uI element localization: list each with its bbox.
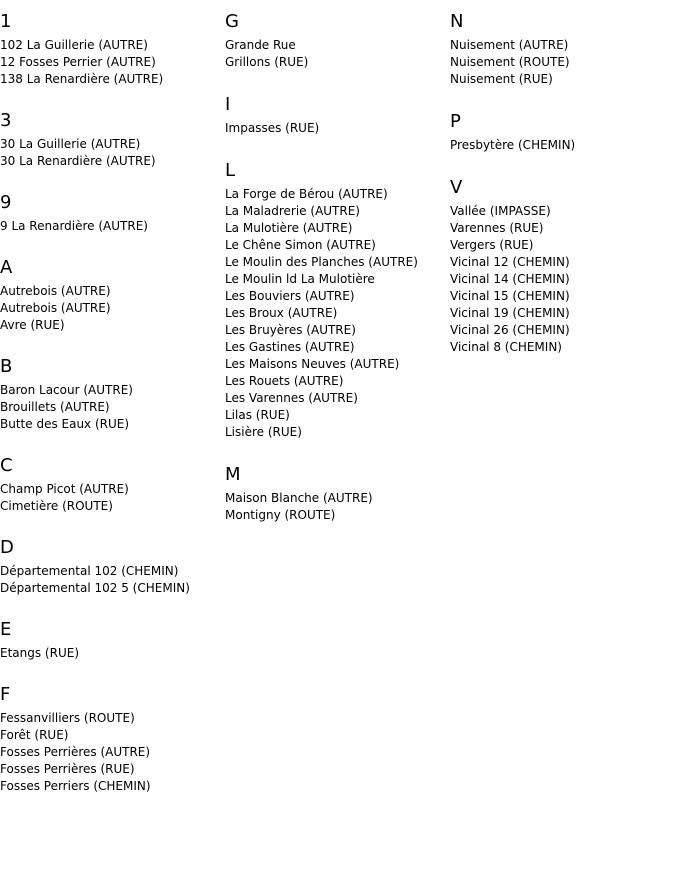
section-letter-heading: P	[450, 111, 461, 132]
street-entry: 9 La Renardière (AUTRE)	[0, 219, 148, 233]
street-entry: Autrebois (AUTRE)	[0, 284, 111, 298]
street-entry: Presbytère (CHEMIN)	[450, 138, 576, 152]
street-entry: Lilas (RUE)	[225, 408, 290, 422]
street-entry: Grande Rue	[225, 38, 296, 52]
entry-list	[0, 563, 225, 597]
entry-list	[225, 37, 450, 71]
street-entry: Nuisement (ROUTE)	[450, 55, 570, 69]
street-entry: Vicinal 26 (CHEMIN)	[450, 323, 570, 337]
street-entry: 30 La Renardière (AUTRE)	[0, 154, 156, 168]
section-letter-heading: F	[0, 684, 11, 705]
section-letter-heading: G	[225, 11, 239, 32]
street-entry: Lisière (RUE)	[225, 425, 302, 439]
section-letter-heading: L	[225, 160, 236, 181]
street-entry: Forêt (RUE)	[0, 728, 69, 742]
street-entry: La Maladrerie (AUTRE)	[225, 204, 360, 218]
street-entry: Varennes (RUE)	[450, 221, 544, 235]
letter-section	[0, 106, 225, 170]
letter-section	[0, 253, 225, 334]
index-column	[0, 0, 225, 813]
section-letter-heading: 1	[0, 11, 12, 32]
entry-list	[0, 136, 225, 170]
entry-list	[450, 137, 675, 154]
section-letter-heading: M	[225, 464, 241, 485]
street-entry: 30 La Guillerie (AUTRE)	[0, 137, 141, 151]
section-letter-heading: 3	[0, 110, 12, 131]
street-entry: Montigny (ROUTE)	[225, 508, 336, 522]
street-entry: Les Bruyères (AUTRE)	[225, 323, 356, 337]
entry-list	[225, 120, 450, 137]
street-entry: Les Maisons Neuves (AUTRE)	[225, 357, 400, 371]
street-entry: Le Chêne Simon (AUTRE)	[225, 238, 376, 252]
street-entry: Vallée (IMPASSE)	[450, 204, 551, 218]
street-entry: Autrebois (AUTRE)	[0, 301, 111, 315]
index-column	[450, 0, 675, 375]
street-entry: Vicinal 14 (CHEMIN)	[450, 272, 570, 286]
street-entry: Fosses Perriers (CHEMIN)	[0, 779, 151, 793]
letter-section	[225, 7, 450, 71]
street-entry: Départemental 102 (CHEMIN)	[0, 564, 179, 578]
street-entry: Départemental 102 5 (CHEMIN)	[0, 581, 190, 595]
street-entry: Avre (RUE)	[0, 318, 65, 332]
street-entry: Les Bouviers (AUTRE)	[225, 289, 355, 303]
letter-section	[0, 533, 225, 597]
section-letter-heading: B	[0, 356, 13, 377]
entry-list	[225, 490, 450, 524]
entry-list	[450, 203, 675, 356]
section-letter-heading: A	[0, 257, 13, 278]
street-entry: Nuisement (RUE)	[450, 72, 553, 86]
street-entry: Le Moulin ld La Mulotière	[225, 272, 375, 286]
letter-section	[0, 615, 225, 662]
street-entry: Fessanvilliers (ROUTE)	[0, 711, 135, 725]
street-entry: Etangs (RUE)	[0, 646, 79, 660]
street-entry: Fosses Perrières (AUTRE)	[0, 745, 151, 759]
street-entry: Champ Picot (AUTRE)	[0, 482, 129, 496]
street-entry: Vicinal 19 (CHEMIN)	[450, 306, 570, 320]
index-column	[225, 0, 450, 543]
street-entry: Les Rouets (AUTRE)	[225, 374, 344, 388]
section-letter-heading: C	[0, 455, 13, 476]
entry-list	[450, 37, 675, 88]
street-entry: 102 La Guillerie (AUTRE)	[0, 38, 148, 52]
entry-list	[0, 218, 225, 235]
letter-section	[0, 7, 225, 88]
letter-section	[0, 680, 225, 795]
street-entry: La Forge de Bérou (AUTRE)	[225, 187, 388, 201]
street-entry: Vicinal 12 (CHEMIN)	[450, 255, 570, 269]
street-entry: Vicinal 15 (CHEMIN)	[450, 289, 570, 303]
entry-list	[0, 382, 225, 433]
letter-section	[0, 352, 225, 433]
letter-section	[225, 90, 450, 137]
letter-section	[450, 7, 675, 88]
entry-list	[225, 186, 450, 441]
entry-list	[0, 710, 225, 795]
letter-section	[0, 188, 225, 235]
street-entry: Vicinal 8 (CHEMIN)	[450, 340, 562, 354]
entry-list	[0, 37, 225, 88]
street-entry: Fosses Perrières (RUE)	[0, 762, 135, 776]
letter-section	[225, 460, 450, 524]
street-entry: Maison Blanche (AUTRE)	[225, 491, 373, 505]
street-entry: Impasses (RUE)	[225, 121, 320, 135]
section-letter-heading: 9	[0, 192, 12, 213]
entry-list	[0, 481, 225, 515]
letter-section	[450, 173, 675, 356]
street-entry: Brouillets (AUTRE)	[0, 400, 110, 414]
street-entry: 138 La Renardière (AUTRE)	[0, 72, 164, 86]
street-entry: 12 Fosses Perrier (AUTRE)	[0, 55, 156, 69]
letter-section	[0, 451, 225, 515]
street-entry: Les Gastines (AUTRE)	[225, 340, 355, 354]
street-entry: Les Varennes (AUTRE)	[225, 391, 358, 405]
street-entry: Nuisement (AUTRE)	[450, 38, 569, 52]
section-letter-heading: E	[0, 619, 12, 640]
street-entry: Grillons (RUE)	[225, 55, 309, 69]
letter-section	[450, 107, 675, 154]
section-letter-heading: D	[0, 537, 14, 558]
section-letter-heading: I	[225, 94, 231, 115]
street-entry: Le Moulin des Planches (AUTRE)	[225, 255, 418, 269]
section-letter-heading: N	[450, 11, 464, 32]
section-letter-heading: V	[450, 177, 463, 198]
street-entry: Les Broux (AUTRE)	[225, 306, 338, 320]
street-entry: Baron Lacour (AUTRE)	[0, 383, 133, 397]
street-entry: Cimetière (ROUTE)	[0, 499, 113, 513]
street-entry: Vergers (RUE)	[450, 238, 534, 252]
entry-list	[0, 283, 225, 334]
street-entry: La Mulotière (AUTRE)	[225, 221, 353, 235]
street-entry: Butte des Eaux (RUE)	[0, 417, 130, 431]
letter-section	[225, 156, 450, 441]
entry-list	[0, 645, 225, 662]
